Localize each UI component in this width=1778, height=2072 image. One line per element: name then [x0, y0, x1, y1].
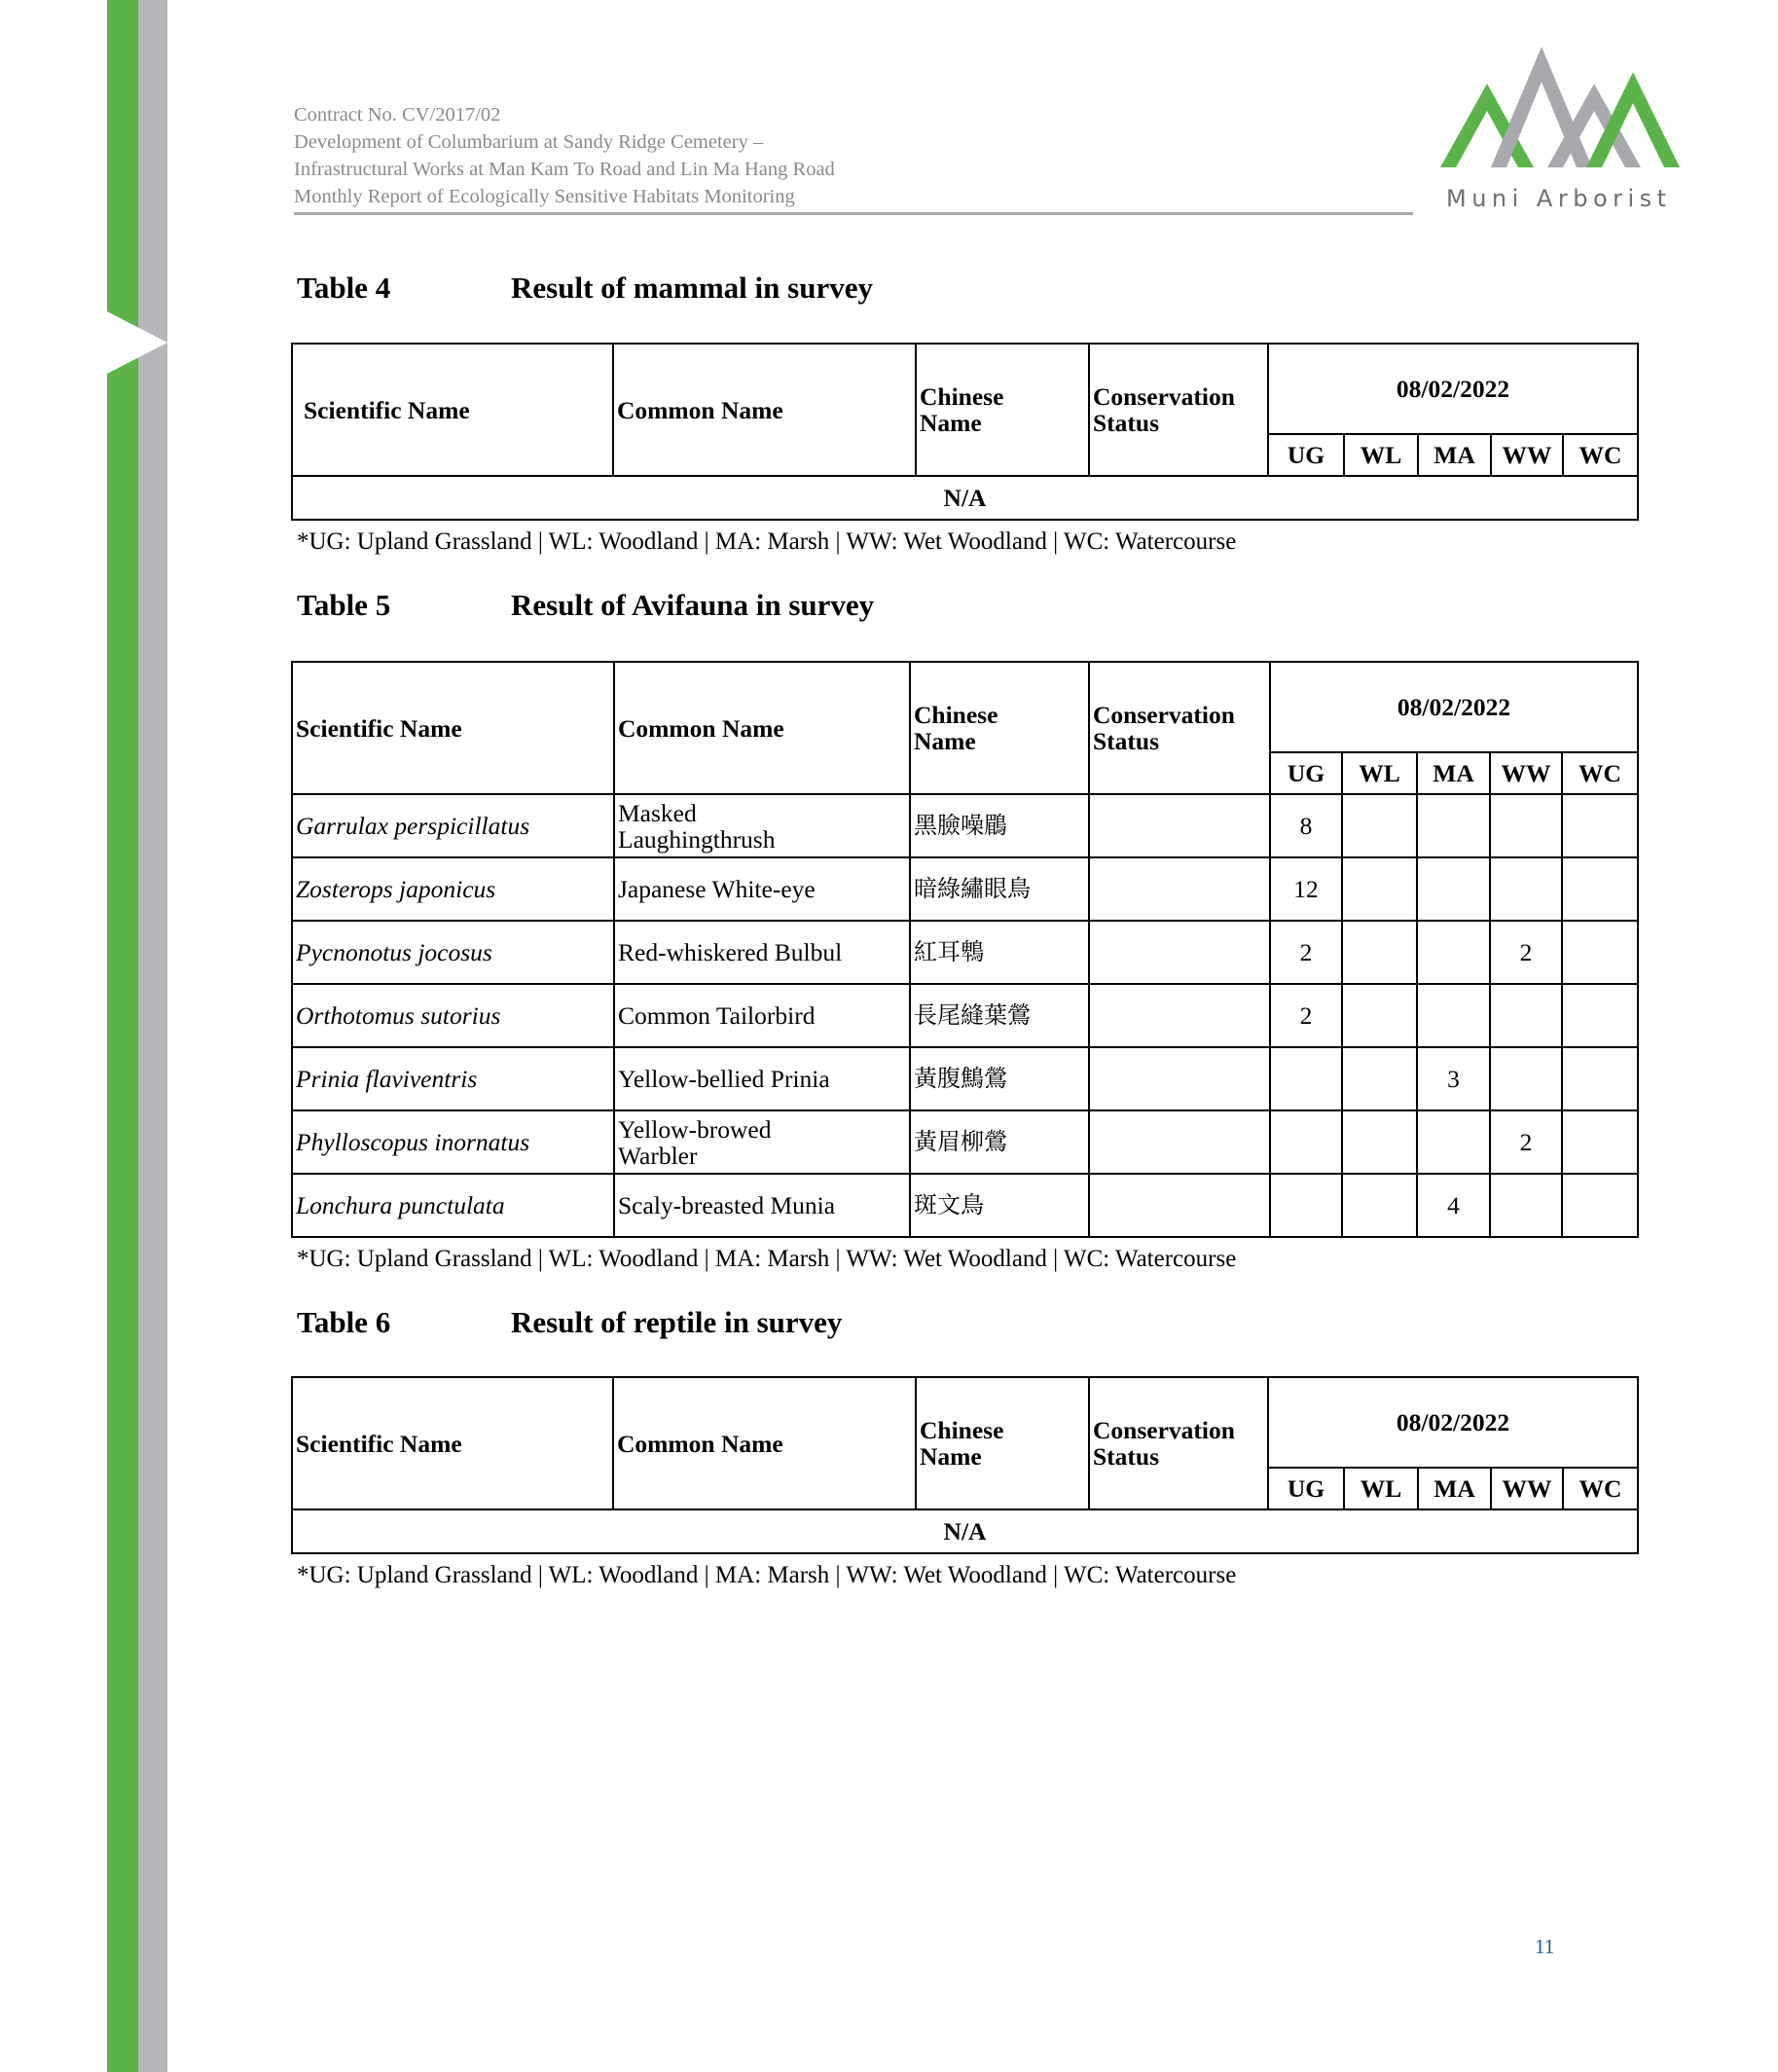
- table6-reptile: [291, 1376, 1639, 1554]
- col-ma: MA: [1418, 1468, 1491, 1509]
- table6-number: Table 6: [297, 1305, 391, 1339]
- table4-empty-row: N/A: [292, 476, 1638, 520]
- count-ug: 2: [1270, 921, 1342, 984]
- species-conservation-status: [1089, 984, 1270, 1047]
- logo-wordmark: Muni Arborist: [1446, 185, 1672, 212]
- species-common-name: Scaly-breasted Munia: [614, 1174, 910, 1237]
- species-common-name: Japanese White-eye: [614, 857, 910, 921]
- species-chinese-name: 紅耳鵯: [910, 921, 1089, 984]
- table6-legend: *UG: Upland Grassland | WL: Woodland | MA: Marsh | WW: Wet Woodland | WC: Watercourse: [297, 1562, 1237, 1588]
- count-wl: [1342, 921, 1417, 984]
- count-ma: [1417, 857, 1490, 921]
- col-wc: WC: [1563, 1468, 1638, 1509]
- col-scientific-name: Scientific Name: [292, 1377, 613, 1509]
- col-conservation-status: Conservation Status: [1089, 344, 1268, 476]
- col-ww: WW: [1491, 1468, 1563, 1509]
- species-common-name: Yellow-browed Warbler: [614, 1110, 910, 1174]
- table5-avifauna: [291, 661, 1639, 1238]
- species-scientific-name: Prinia flaviventris: [292, 1047, 614, 1110]
- species-scientific-name: Lonchura punctulata: [292, 1174, 614, 1237]
- col-survey-date: 08/02/2022: [1270, 662, 1638, 752]
- count-wc: [1562, 1047, 1638, 1110]
- col-common-name: Common Name: [613, 1377, 916, 1509]
- count-ug: [1270, 1110, 1342, 1174]
- col-common-name: Common Name: [614, 662, 910, 794]
- count-wc: [1562, 1110, 1638, 1174]
- document-header: [294, 101, 1413, 215]
- table-row: [292, 794, 1638, 857]
- species-chinese-name: 長尾縫葉鶯: [910, 984, 1089, 1047]
- count-ma: 4: [1417, 1174, 1490, 1237]
- species-conservation-status: [1089, 794, 1270, 857]
- side-band-notch: [107, 0, 167, 2072]
- table-row: [292, 1047, 1638, 1110]
- col-wl: WL: [1344, 434, 1418, 476]
- table6-title: Result of reptile in survey: [511, 1305, 843, 1339]
- col-ma: MA: [1417, 752, 1490, 794]
- count-ww: [1490, 794, 1562, 857]
- page-number: 11: [1535, 1935, 1555, 1958]
- table4-legend: *UG: Upland Grassland | WL: Woodland | MA: Marsh | WW: Wet Woodland | WC: Watercourse: [297, 528, 1237, 555]
- col-ug: UG: [1268, 1468, 1344, 1509]
- count-wc: [1562, 921, 1638, 984]
- header-works-line: Infrastructural Works at Man Kam To Road and Lin Ma Hang Road: [294, 159, 835, 180]
- table4-number: Table 4: [297, 271, 391, 305]
- count-ma: 3: [1417, 1047, 1490, 1110]
- table6-caption: [297, 1305, 842, 1340]
- species-conservation-status: [1089, 921, 1270, 984]
- species-conservation-status: [1089, 857, 1270, 921]
- table5-number: Table 5: [297, 588, 391, 622]
- count-wc: [1562, 857, 1638, 921]
- table-row: [292, 1110, 1638, 1174]
- species-common-name: Masked Laughingthrush: [614, 794, 910, 857]
- table6-empty-row: N/A: [292, 1509, 1638, 1553]
- count-ug: [1270, 1174, 1342, 1237]
- species-common-name: Yellow-bellied Prinia: [614, 1047, 910, 1110]
- count-wc: [1562, 1174, 1638, 1237]
- count-ww: [1490, 984, 1562, 1047]
- col-conservation-status: Conservation Status: [1089, 1377, 1268, 1509]
- col-ma: MA: [1418, 434, 1491, 476]
- header-report-line: Monthly Report of Ecologically Sensitive Habitats Monitoring: [294, 186, 795, 207]
- col-chinese-name: Chinese Name: [916, 344, 1089, 476]
- count-wl: [1342, 1174, 1417, 1237]
- species-scientific-name: Phylloscopus inornatus: [292, 1110, 614, 1174]
- species-chinese-name: 黃腹鷦鶯: [910, 1047, 1089, 1110]
- count-wc: [1562, 794, 1638, 857]
- table4-mammal: [291, 343, 1639, 521]
- species-chinese-name: 斑文鳥: [910, 1174, 1089, 1237]
- table5-legend: *UG: Upland Grassland | WL: Woodland | MA: Marsh | WW: Wet Woodland | WC: Watercourse: [297, 1246, 1237, 1272]
- species-chinese-name: 黃眉柳鶯: [910, 1110, 1089, 1174]
- count-ug: 2: [1270, 984, 1342, 1047]
- table-row: [292, 857, 1638, 921]
- count-ug: [1270, 1047, 1342, 1110]
- species-scientific-name: Orthotomus sutorius: [292, 984, 614, 1047]
- col-ww: WW: [1490, 752, 1562, 794]
- col-chinese-name: Chinese Name: [916, 1377, 1089, 1509]
- col-ww: WW: [1491, 434, 1563, 476]
- count-wl: [1342, 1047, 1417, 1110]
- count-wl: [1342, 1110, 1417, 1174]
- col-scientific-name: Scientific Name: [292, 344, 613, 476]
- col-chinese-name: Chinese Name: [910, 662, 1089, 794]
- col-common-name: Common Name: [613, 344, 916, 476]
- col-conservation-status: Conservation Status: [1089, 662, 1270, 794]
- species-conservation-status: [1089, 1047, 1270, 1110]
- species-chinese-name: 黑臉噪鶥: [910, 794, 1089, 857]
- col-wc: WC: [1563, 434, 1638, 476]
- table-row: [292, 984, 1638, 1047]
- table4-caption: [297, 271, 873, 306]
- col-survey-date: 08/02/2022: [1268, 344, 1638, 434]
- species-conservation-status: [1089, 1110, 1270, 1174]
- table-row: [292, 1174, 1638, 1237]
- header-project-line: Development of Columbarium at Sandy Ridge Cemetery –: [294, 131, 764, 153]
- count-ww: [1490, 1174, 1562, 1237]
- col-wl: WL: [1342, 752, 1417, 794]
- species-scientific-name: Garrulax perspicillatus: [292, 794, 614, 857]
- col-wl: WL: [1344, 1468, 1418, 1509]
- count-ww: [1490, 857, 1562, 921]
- col-ug: UG: [1270, 752, 1342, 794]
- col-scientific-name: Scientific Name: [292, 662, 614, 794]
- count-ww: 2: [1490, 921, 1562, 984]
- count-ma: [1417, 984, 1490, 1047]
- species-scientific-name: Pycnonotus jocosus: [292, 921, 614, 984]
- count-wl: [1342, 794, 1417, 857]
- count-ww: 2: [1490, 1110, 1562, 1174]
- col-ug: UG: [1268, 434, 1344, 476]
- table5-title: Result of Avifauna in survey: [511, 588, 875, 622]
- header-contract-line: Contract No. CV/2017/02: [294, 104, 501, 126]
- count-ug: 12: [1270, 857, 1342, 921]
- count-ma: [1417, 921, 1490, 984]
- species-conservation-status: [1089, 1174, 1270, 1237]
- table-row: [292, 921, 1638, 984]
- species-chinese-name: 暗綠繡眼鳥: [910, 857, 1089, 921]
- count-wl: [1342, 984, 1417, 1047]
- col-wc: WC: [1562, 752, 1638, 794]
- col-survey-date: 08/02/2022: [1268, 1377, 1638, 1468]
- count-ug: 8: [1270, 794, 1342, 857]
- species-scientific-name: Zosterops japonicus: [292, 857, 614, 921]
- count-ma: [1417, 1110, 1490, 1174]
- table5-caption: [297, 588, 874, 623]
- species-common-name: Common Tailorbird: [614, 984, 910, 1047]
- count-wl: [1342, 857, 1417, 921]
- species-common-name: Red-whiskered Bulbul: [614, 921, 910, 984]
- count-ma: [1417, 794, 1490, 857]
- count-ww: [1490, 1047, 1562, 1110]
- table4-title: Result of mammal in survey: [511, 271, 873, 305]
- count-wc: [1562, 984, 1638, 1047]
